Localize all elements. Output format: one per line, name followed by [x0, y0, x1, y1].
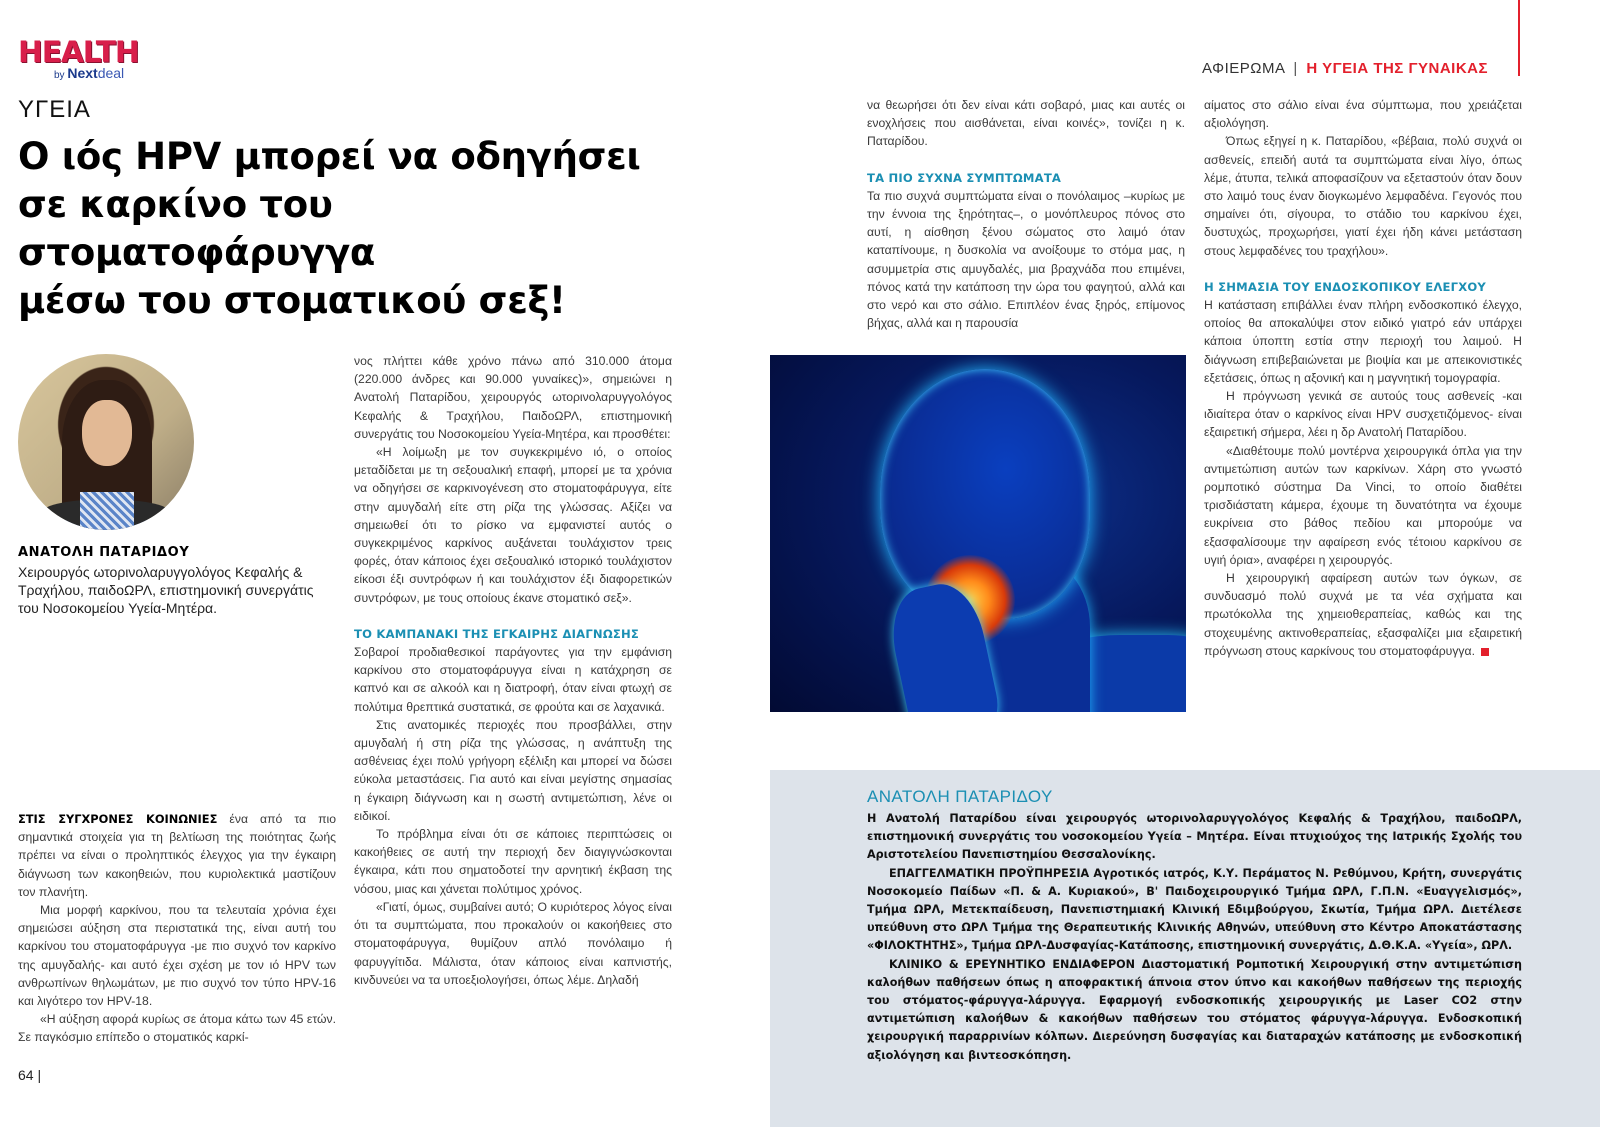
article-column-4: [1204, 96, 1522, 660]
article-headline: [18, 133, 698, 325]
author-portrait-photo: [18, 354, 194, 530]
head-throat-illustration: [770, 355, 1186, 712]
bio-label: ΚΛΙΝΙΚΟ & ΕΡΕΥΝΗΤΙΚΟ ΕΝΔΙΑΦΕΡΟΝ: [889, 957, 1136, 971]
bio-name: ΑΝΑΤΟΛΗ ΠΑΤΑΡΙΔΟΥ: [867, 787, 1053, 806]
paragraph: Η κατάσταση επιβάλλει έναν πλήρη ενδοσκοπικό έλεγχο, οποίος θα αποκαλύψει στον ειδικό γιατρό εάν υπάρχει κάποια ύποπτη εστία στην περιοχή του λαιμού. Η διάγνωση επιβεβαιώνεται με βιοψία και με απεικονιστικές εξετάσεις, όπως η αξονική και η μαγνητική τομογραφία.: [1204, 298, 1522, 385]
paragraph: να θεωρήσει ότι δεν είναι κάτι σοβαρό, μιας και αυτές οι ενοχλήσεις που αισθάνεται, είναι κοινές», τονίζει η κ. Παταρίδου.: [867, 98, 1185, 149]
logo-health-wordmark: HEALTH: [18, 35, 139, 69]
subheading: Η ΣΗΜΑΣΙΑ ΤΟΥ ΕΝΔΟΣΚΟΠΙΚΟΥ ΕΛΕΓΧΟΥ: [1204, 279, 1486, 294]
bio-text: [867, 810, 1522, 1065]
bio-paragraph: [867, 956, 1522, 1065]
paragraph-text: ένα από τα πιο σημαντικά στοιχεία για τη βελτίωση της ποιότητας ζωής πρέπει να είναι ο προληπτικός έλεγχος για την έγκαιρη διάγνωση των κακοηθειών, που κυριολεκτικά μαστίζουν τον πλανήτη.: [18, 812, 336, 899]
article-kicker: ΥΓΕΙΑ: [18, 96, 91, 123]
logo-byline: [54, 65, 124, 81]
paragraph-text: Η χειρουργική αφαίρεση αυτών των όγκων, σε συνδυασμό πολύ συχνά με τα νέα σχήματα και πρωτόκολλα της χημειοθεραπείας, καθώς και της στοχευμένης ακτινοθεραπείας, εξασφαλίζει μια εξαιρετική πρόγνωση στους καρκίνους του στοματοφάρυγγα.: [1204, 571, 1522, 658]
author-name: ΑΝΑΤΟΛΗ ΠΑΤΑΡΙΔΟΥ: [18, 545, 190, 560]
paragraph: [18, 810, 336, 901]
bio-paragraph-text: Αγροτικός ιατρός, Κ.Υ. Περάματος Ν. Ρεθύμνου, Κρήτη, συνεργάτις Νοσοκομείο Παίδων «Π. & Α. Κυριακού», Β' Παιδοχειρουργικό Τμήμα ΩΡΛ, Γ.Π.Ν. «Ευαγγελισμός», Τμήμα ΩΡΛ, Μετεκπαίδευση, Πανεπιστημιακή Κλινική Εδιμβούργου, Σκωτία, Τμήμα ΩΡΛ. Διετέλεσε υπεύθυνη στο ΩΡΛ Τμήμα της Θεραπευτικής Κλινικής Αθηνών, υπεύθυνη στο Κέντρο Αποκατάστασης «ΦΙΛΟΚΤΗΤΗΣ», Τμήμα ΩΡΛ-Δυσφαγίας-Κατάποσης, επιστημονική συνεργάτις, Δ.Θ.Κ.Α. «Υγεία», ΩΡΛ.: [867, 866, 1522, 953]
paragraph: [1204, 569, 1522, 660]
paragraph: Το πρόβλημα είναι ότι σε κάποιες περιπτώσεις οι κακοήθειες σε αυτή την περιοχή δεν διαγιγνώσκονται έγκαιρα, κάτι που σηματοδοτεί την αρνητική έκβαση της νόσου, μιας και χάνεται πολύτιμος χρόνος.: [354, 827, 672, 896]
paragraph: αίματος στο σάλιο είναι ένα σύμπτωμα, που χρειάζεται αξιολόγηση.: [1204, 98, 1522, 131]
headline-line: μέσω του στοματικού σεξ!: [18, 279, 566, 322]
portrait-shirt: [80, 492, 134, 530]
article-column-2: [354, 352, 672, 989]
paragraph: Μια μορφή καρκίνου, που τα τελευταία χρόνια έχει σημειώσει αύξηση στα περιστατικά της, είναι αυτή του καρκίνου του στοματοφάρυγγα -με πιο συχνό τον καρκίνο της αμυγδαλής- και αυτό έχει σχέση με τον ιό HPV των ανθρωπίνων θηλωμάτων, με πιο συχνό τον τύπο HPV-16 και λιγότερο τον HPV-18.: [18, 903, 336, 1009]
bio-label: ΕΠΑΓΓΕΛΜΑΤΙΚΗ ΠΡΟΫΠΗΡΕΣΙΑ: [889, 866, 1090, 880]
logo-next-text: Next: [67, 65, 98, 81]
section-tag: [1202, 60, 1488, 77]
paragraph: Η πρόγνωση γενικά σε αυτούς τους ασθενείς -και ιδιαίτερα όταν ο καρκίνος είναι HPV συσχετιζόμενος- είναι εξαιρετική σήμερα, λέει η δρ Ανατολή Παταρίδου.: [1204, 389, 1522, 440]
lead-in: ΣΤΙΣ ΣΥΓΧΡΟΝΕΣ ΚΟΙΝΩΝΙΕΣ: [18, 812, 218, 826]
bio-paragraph: Η Ανατολή Παταρίδου είναι χειρουργός ωτορινολαρυγγολόγος Κεφαλής & Τραχήλου, παιδοΩΡΛ, επιστημονική συνεργάτις του νοσοκομείου Υγεία – Μητέρα. Είναι πτυχιούχος της Ιατρικής Σχολής του Αριστοτελείου Πανεπιστημίου Θεσσαλονίκης.: [867, 812, 1522, 862]
health-nextdeal-logo: [18, 35, 139, 82]
paragraph: Στις ανατομικές περιοχές που προσβάλλει, στην αμυγδαλή ή στη ρίζα της γλώσσας, η ανάπτυξη της ασθένειας έχει πολύ γρήγορη εξέλιξη και μπορεί να δώσει εύκολα μεταστάσεις. Για αυτό και είναι μεγίστης σημασίας η έγκαιρη διάγνωση και η σωστή αντιμετώπιση, λένε οι ειδικοί.: [354, 717, 672, 823]
article-column-3: [867, 96, 1185, 332]
subheading: ΤΟ ΚΑΜΠΑΝΑΚΙ ΤΗΣ ΕΓΚΑΙΡΗΣ ΔΙΑΓΝΩΣΗΣ: [354, 626, 640, 641]
paragraph: νος πλήττει κάθε χρόνο πάνω από 310.000 άτομα (220.000 άνδρες και 90.000 γυναίκες)», σημειώνει η Ανατολή Παταρίδου, χειρουργός ωτορινολαρυγγολόγος Κεφαλής & Τραχήλου, ΠαιδοΩΡΛ, επιστημονική συνεργάτις του Νοσοκομείου Υγεία-Μητέρα, και προσθέτει:: [354, 354, 672, 441]
bio-paragraph: [867, 865, 1522, 956]
headline-line: Ο ιός HPV μπορεί να οδηγήσει: [18, 135, 641, 178]
section-prefix: ΑΦΙΕΡΩΜΑ: [1202, 60, 1285, 77]
bio-paragraph-text: Διαστοματική Ρομποτική Χειρουργική στην αντιμετώπιση καλοήθων παθήσεων όπως η αποφρακτική άπνοια στον ύπνο και κακοήθων παθήσεων της περιοχής του στόματος-φάρυγγα-λάρυγγα. Εφαρμογή ενδοσκοπικής χειρουργικής με Laser CO2 στην αντιμετώπιση καλοήθων & κακοήθων παθήσεων του στόματος φάρυγγα-λάρυγγα. Ενδοσκοπική χειρουργική παραρρινίων κόλπων. Διερεύνηση δυσφαγίας και διαταραχών κατάποσης με ενδοσκοπική αξιολόγηση και βιντεοσκόπηση.: [867, 957, 1522, 1062]
author-role: Χειρουργός ωτορινολαρυγγολόγος Κεφαλής & Τραχήλου, παιδοΩΡΛ, επιστημονική συνεργάτις του Νοσοκομείου Υγεία-Μητέρα.: [18, 564, 314, 616]
article-column-1: [18, 810, 336, 1047]
paragraph: Τα πιο συχνά συμπτώματα είναι ο πονόλαιμος –κυρίως με την έννοια της ξηρότητας–, ο μονόπλευρος πόνος στο αυτί, η αίσθηση ξένου σώματος στο λαιμό όταν καταπίνουμε, η δυσκολία να ανοίξουμε το στόμα μας, η ασυμμετρία στις αμυγδαλές, μια βραχνάδα που επιμένει, πόνος κατά την κατάποση την ώρα του φαγητού, αλλά και στο νερό και στο σάλιο. Επιπλέον ένας ξηρός, επίμονος βήχας, αλλά και η παρουσία: [867, 188, 1185, 331]
subheading: ΤΑ ΠΙΟ ΣΥΧΝΑ ΣΥΜΠΤΩΜΑΤΑ: [867, 170, 1062, 185]
logo-deal-text: deal: [97, 65, 125, 81]
logo-by-text: by: [54, 70, 65, 81]
paragraph: «Η αύξηση αφορά κυρίως σε άτομα κάτω των 45 ετών. Σε παγκόσμιο επίπεδο ο στοματικός καρκί-: [18, 1012, 336, 1045]
portrait-face: [82, 400, 132, 466]
paragraph: «Γιατί, όμως, συμβαίνει αυτό; Ο κυριότερος λόγος είναι ότι τα συμπτώματα, που προκαλούν οι κακοήθειες στο στοματοφάρυγγα, θυμίζουν απλό πονόλαιμο ή φαρυγγίτιδα. Μάλιστα, όταν κάποιος είναι καπνιστής, κινδυνεύει να τα υποεξιολογήσει, όπως λέμε. Δηλαδή: [354, 899, 672, 987]
paragraph: «Διαθέτουμε πολύ μοντέρνα χειρουργικά όπλα για την αντιμετώπιση αυτών των καρκίνων. Χάρη στο γνωστό ρομποτικό σύστημα Da Vinci, το οποίο διαθέτει τρισδιάστατη κάμερα, έχουμε τη δυνατότητα να έχουμε ευκρίνεια στο βάθος πεδίου και μπορούμε να εξασφαλίσουμε την αφαίρεση ενός τέτοιου καρκίνου σε υγιή όρια», αναφέρει η χειρουργός.: [1204, 443, 1522, 567]
headline-line: σε καρκίνο του στοματοφάρυγγα: [18, 183, 375, 274]
section-title: Η ΥΓΕΙΑ ΤΗΣ ΓΥΝΑΙΚΑΣ: [1306, 60, 1488, 77]
paragraph: Σοβαροί προδιαθεσικοί παράγοντες για την εμφάνιση καρκίνου στο στοματοφάρυγγα είναι η κατάχρηση σε καπνό και σε αλκοόλ και η διατροφή, όταν είναι φτωχή σε πολύτιμα θρεπτικά συστατικά, σε φρούτα και σε λαχανικά.: [354, 645, 672, 714]
paragraph: «Η λοίμωξη με τον συγκεκριμένο ιό, ο οποίος μεταδίδεται με τη σεξουαλική επαφή, μπορεί με τα χρόνια να οδηγήσει σε καρκινογένεση στο στοματοφάρυγγα, είτε στην αμυγδαλή είτε στη ρίζα της γλώσσας. Αξίζει να σημειωθεί ότι το ρίσκο να εμφανιστεί αυτός ο συγκεκριμένος καρκίνος αυξάνεται τουλάχιστον τρεις φορές, όταν κάποιος έχει σεξουαλικό ιστορικό τουλάχιστον είκοσι έξι συντρόφων ή και τουλάχιστον έξι διαφορετικών συντρόφων, με τους οποίους έκανε στοματικό σεξ».: [354, 445, 672, 605]
paragraph: Όπως εξηγεί η κ. Παταρίδου, «βέβαια, πολύ συχνά οι ασθενείς, επειδή αυτά τα συμπτώματα είναι λίγο, όπως λέμε, άτυπα, τελικά αποφασίζουν να εξεταστούν όταν δουν στο λαιμό τους έναν διογκωμένο λεμφαδένα. Γεγονός που σημαίνει ότι, σίγουρα, το στάδιο του καρκίνου έχει, δυστυχώς, προχωρήσει, γιατί έχει ήδη κάνει μετάσταση στους λεμφαδένες του τραχήλου».: [1204, 134, 1522, 258]
page-number: 64 |: [18, 1067, 42, 1083]
section-red-rule: [1518, 0, 1520, 76]
end-of-article-square-icon: [1481, 648, 1489, 656]
section-separator: |: [1293, 60, 1298, 77]
